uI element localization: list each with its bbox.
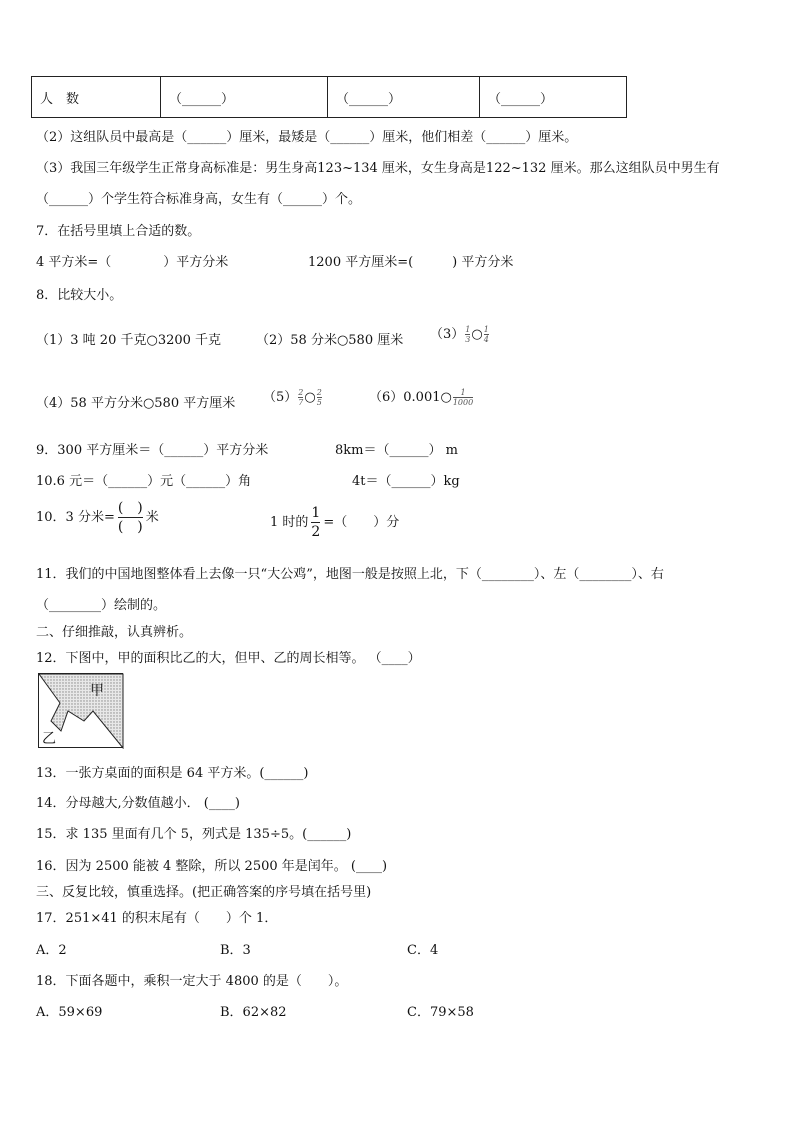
question-6-2: （2）这组队员中最高是（______）厘米，最矮是（______）厘米，他们相差（______）厘米。 <box>36 130 578 145</box>
question-6-3-line2: （______）个学生符合标准身高，女生有（______）个。 <box>36 192 362 207</box>
answer-blank[interactable]: （______） <box>161 77 328 118</box>
fraction: $\frac{2}{5}$ <box>316 388 322 407</box>
question-8-1: （1）3 吨 20 千克○3200 千克 <box>36 333 222 348</box>
question-17-option-a[interactable]: A．2 <box>36 943 67 958</box>
question-18-option-c[interactable]: C．79×58 <box>407 1005 474 1020</box>
label-jia: 甲 <box>90 684 104 699</box>
question-8-4: （4）58 平方分米○580 平方厘米 <box>36 396 236 411</box>
question-18-option-b[interactable]: B．62×82 <box>220 1005 287 1020</box>
answer-blank[interactable]: （______） <box>328 77 480 118</box>
question-10-6-b: 4t＝（______）kg <box>352 474 460 489</box>
question-8-title: 8．比较大小。 <box>36 288 123 303</box>
question-12: 12．下图中，甲的面积比乙的大，但甲、乙的周长相等。 （____） <box>36 651 421 666</box>
question-18-option-a[interactable]: A．59×69 <box>36 1005 103 1020</box>
question-6-3-line1: （3）我国三年级学生正常身高标准是：男生身高123~134 厘米，女生身高是122~132 厘米。那么这组队员中男生有 <box>36 161 720 176</box>
question-7-b: 1200 平方厘米=( ) 平方分米 <box>308 255 514 270</box>
question-18: 18．下面各题中，乘积一定大于 4800 的是（ ）。 <box>36 974 348 989</box>
question-8-5: （5） $\frac{2}{7}$ ○ $\frac{2}{5}$ <box>263 388 322 407</box>
question-8-6: （6）0.001○ $\frac{1}{1000}$ <box>369 388 474 407</box>
fraction: $\frac{2}{7}$ <box>298 388 304 407</box>
question-7-title: 7．在括号里填上合适的数。 <box>36 224 201 239</box>
question-8-2: （2）58 分米○580 厘米 <box>256 333 404 348</box>
question-10-6-a: 10.6 元＝（______）元（______）角 <box>36 474 252 489</box>
question-7-a: 4 平方米=（ ）平方分米 <box>36 255 229 270</box>
question-8-3: （3） $\frac{1}{3}$ ○ $\frac{1}{4}$ <box>430 325 489 344</box>
question-16: 16．因为 2500 能被 4 整除，所以 2500 年是闰年。 (____) <box>36 859 388 874</box>
question-9-b: 8km＝（______） m <box>335 443 458 458</box>
question-11-line1: 11．我们的中国地图整体看上去像一只“大公鸡”，地图一般是按照上北，下（________）、左（________）、右 <box>36 567 664 582</box>
height-count-table <box>31 76 627 118</box>
question-17: 17．251×41 的积末尾有（ ）个 1． <box>36 911 278 926</box>
question-9-a: 9．300 平方厘米＝（______）平方分米 <box>36 443 269 458</box>
fraction: $\frac{1}{3}$ <box>465 325 471 344</box>
fraction: $\frac{1}{4}$ <box>483 325 489 344</box>
question-17-option-b[interactable]: B．3 <box>220 943 251 958</box>
answer-blank[interactable]: （______） <box>480 77 627 118</box>
question-17-option-c[interactable]: C．4 <box>407 943 439 958</box>
question-15: 15．求 135 里面有几个 5，列式是 135÷5。(______) <box>36 827 352 842</box>
question-10-b: 1 时的 $\frac{1}{2}$ =（ ）分 <box>270 505 400 540</box>
fraction-blank[interactable]: ( ) ( ) <box>117 500 143 535</box>
question-13: 13．一张方桌面的面积是 64 平方米。(______) <box>36 766 309 781</box>
table-row-label: 人 数 <box>32 77 161 118</box>
question-11-line2: （________）绘制的。 <box>36 598 167 613</box>
label-yi: 乙 <box>42 732 56 747</box>
fraction: $\frac{1}{1000}$ <box>452 388 474 407</box>
fraction: $\frac{1}{2}$ <box>311 505 321 540</box>
section-3-title: 三、反复比较，慎重选择。(把正确答案的序号填在括号里) <box>36 885 372 900</box>
section-2-title: 二、仔细推敲，认真辨析。 <box>36 625 193 640</box>
table-row <box>32 77 627 118</box>
question-14: 14．分母越大,分数值越小． (____) <box>36 796 240 811</box>
area-perimeter-figure <box>38 673 124 749</box>
question-10-a: 10．3 分米= ( ) ( ) 米 <box>36 500 159 535</box>
